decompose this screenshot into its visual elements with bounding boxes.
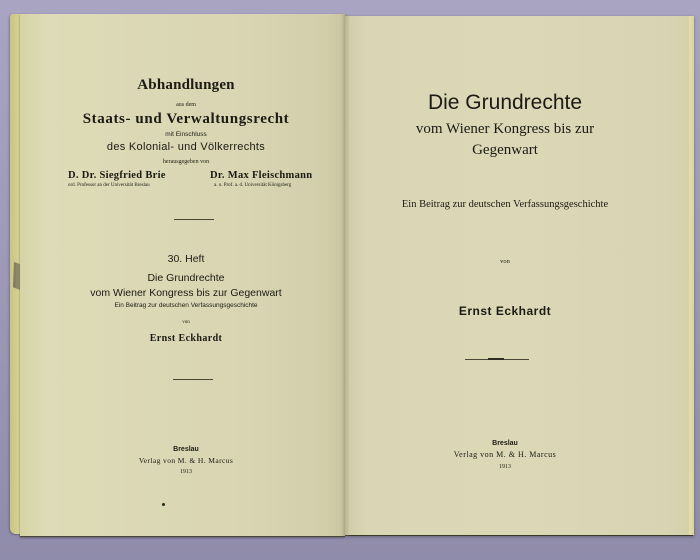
book-tagline: Ein Beitrag zur deutschen Verfassungsgeschichte <box>114 302 258 309</box>
von-label: von <box>182 320 190 325</box>
editor-name-fleischmann: Dr. Max Fleischmann <box>210 170 313 181</box>
publication-place: Breslau <box>173 446 199 453</box>
book-subtitle: vom Wiener Kongress bis zur Gegenwart <box>90 287 282 299</box>
left-page <box>20 14 345 537</box>
divider-rule <box>174 219 214 220</box>
editor-affiliation-brie: ord. Professor an der Universität Breslau <box>68 183 150 188</box>
right-page <box>345 16 693 536</box>
tagline: Ein Beitrag zur deutschen Verfassungsgeschichte <box>401 199 609 210</box>
subtitle-line-2: Gegenwart <box>472 142 538 158</box>
publisher: Verlag von M. & H. Marcus <box>453 450 557 459</box>
bleed-through-text <box>185 234 187 243</box>
author-name: Ernst Eckhardt <box>458 304 552 318</box>
ornamental-rule-center <box>488 358 504 360</box>
ink-speck <box>162 503 165 506</box>
author-name: Ernst Eckhardt <box>149 333 223 344</box>
subject-extension: des Kolonial- und Völkerrechts <box>106 141 266 153</box>
herausgegeben-von-label: herausgegeben von <box>162 159 210 165</box>
editor-affiliation-fleischmann: a. o. Prof. a. d. Universität Königsberg <box>214 183 292 188</box>
subtitle-line-1: vom Wiener Kongress bis zur <box>415 121 595 137</box>
book-gutter <box>341 14 349 536</box>
title: Die Grundrechte <box>427 91 583 114</box>
right-page-edge <box>689 16 694 535</box>
divider-rule <box>173 379 213 380</box>
aus-dem-label: aus dem <box>176 102 196 108</box>
von-label: von <box>500 258 510 265</box>
series-title: Abhandlungen <box>137 77 235 93</box>
publication-year: 1913 <box>180 469 192 475</box>
issue-number: 30. Heft <box>167 253 205 265</box>
publication-place: Breslau <box>492 440 518 447</box>
editor-name-brie: D. Dr. Siegfried Brie <box>68 170 166 181</box>
mit-einschluss-label: mit Einschluss <box>165 131 207 138</box>
publisher: Verlag von M. & H. Marcus <box>138 456 234 465</box>
book-title: Die Grundrechte <box>147 272 225 284</box>
subject-heading: Staats- und Verwaltungsrecht <box>82 111 290 127</box>
publication-year: 1913 <box>499 464 511 470</box>
